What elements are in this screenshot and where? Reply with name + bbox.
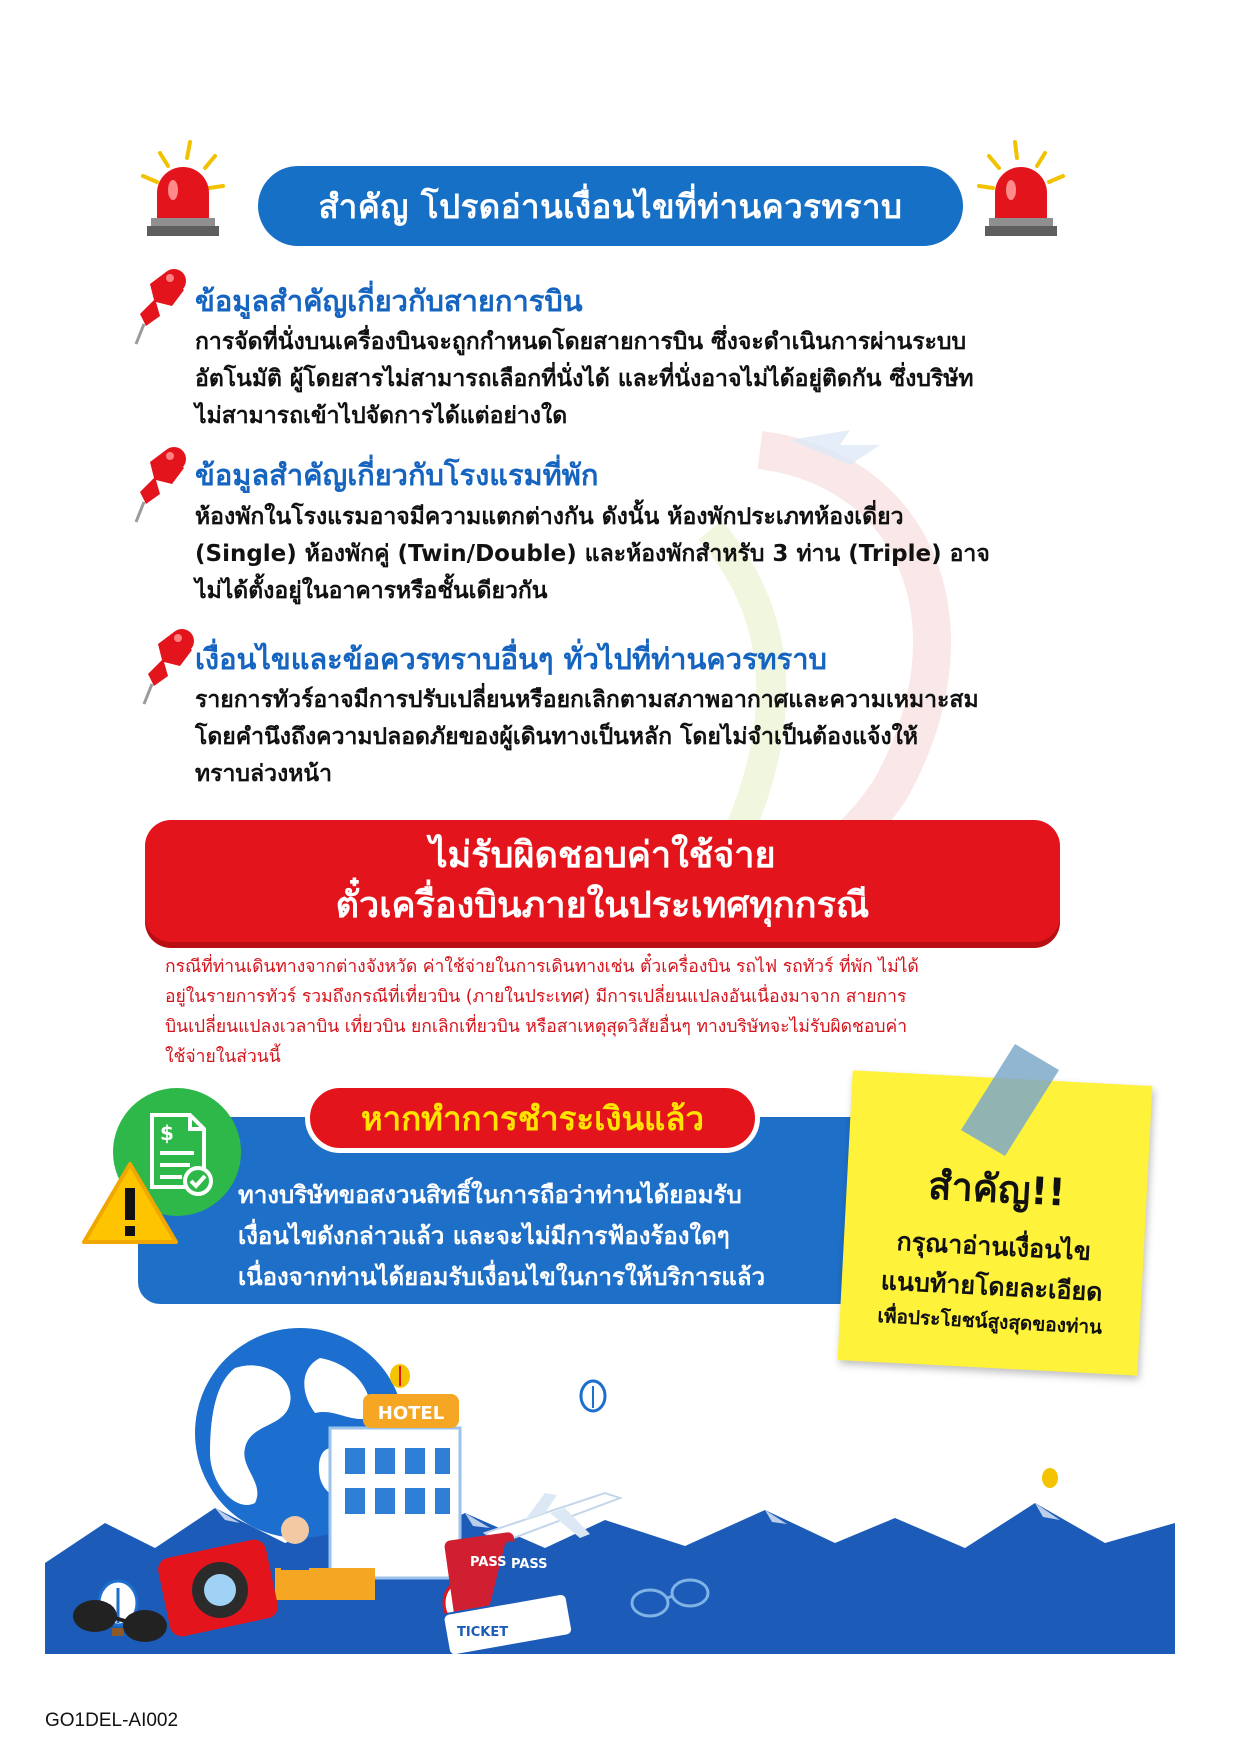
note-line: เพื่อประโยชน์สูงสุดของท่าน: [876, 1304, 1103, 1339]
warning-icon: [80, 1158, 180, 1248]
section-body-line: การจัดที่นั่งบนเครื่องบินจะถูกกำหนดโดยสายการบิน ซึ่งจะดำเนินการผ่านระบบ: [195, 329, 967, 355]
section-body-line: รายการทัวร์อาจมีการปรับเปลี่ยนหรือยกเลิกตามสภาพอากาศและความเหมาะสม: [195, 687, 979, 713]
document-code: GO1DEL-AI002: [45, 1710, 179, 1731]
svg-text:$: $: [160, 1121, 174, 1145]
hotel-sign: HOTEL: [377, 1403, 445, 1424]
balloon-icon: [581, 1381, 605, 1411]
pushpin-icon: [132, 444, 190, 524]
disclaimer-banner-line1: ไม่รับผิดชอบค่าใช้จ่าย: [429, 835, 776, 876]
pushpin-icon: [140, 626, 198, 706]
balloon-icon: [1042, 1468, 1058, 1488]
disclaimer-banner-line2: ตั๋วเครื่องบินภายในประเทศทุกกรณี: [335, 885, 870, 926]
siren-right-icon: [977, 138, 1067, 238]
passport-label: PASS: [511, 1557, 548, 1572]
header-title-banner: [258, 166, 963, 246]
header-title: สำคัญ โปรดอ่านเงื่อนไขที่ท่านควรทราบ: [318, 186, 903, 226]
travel-illustration: [45, 1298, 1175, 1654]
section-title-airline: ข้อมูลสำคัญเกี่ยวกับสายการบิน: [195, 284, 583, 318]
section-body-line: อัตโนมัติ ผู้โดยสารไม่สามารถเลือกที่นั่งได้ และที่นั่งอาจไม่ได้อยู่ติดกัน ซึ่งบริษัท: [195, 366, 974, 392]
section-body-line: ห้องพักในโรงแรมอาจมีความแตกต่างกัน ดังนั้น ห้องพักประเภทห้องเดี่ยว: [195, 504, 904, 530]
pushpin-icon: [132, 266, 190, 346]
siren-left-icon: [135, 138, 225, 238]
disclaimer-line: บินเปลี่ยนแปลงเวลาบิน เที่ยวบิน ยกเลิกเที่ยวบิน หรือสาเหตุสุดวิสัยอื่นๆ ทางบริษัทจะไม่รับผิดชอบค่า: [165, 1017, 908, 1037]
payment-line: ทางบริษัทขอสงวนสิทธิ์ในการถือว่าท่านได้ยอมรับ: [238, 1181, 742, 1209]
note-line: กรุณาอ่านเงื่อนไข: [895, 1226, 1092, 1267]
reception-desk: [275, 1568, 375, 1600]
section-body-line: ทราบล่วงหน้า: [195, 761, 333, 787]
disclaimer-banner: [145, 820, 1060, 942]
payment-line: เงื่อนไขดังกล่าวแล้ว และจะไม่มีการฟ้องร้องใดๆ: [238, 1222, 730, 1250]
disclaimer-line: กรณีที่ท่านเดินทางจากต่างจังหวัด ค่าใช้จ่ายในการเดินทางเช่น ตั๋วเครื่องบิน รถไฟ รถทัวร์ ที่พัก ไม่ได้: [165, 957, 919, 977]
section-body-line: ไม่สามารถเข้าไปจัดการได้แต่อย่างใด: [195, 403, 568, 429]
section-body-hotel: [195, 499, 1095, 610]
disclaimer-text: [165, 952, 1045, 1072]
section-body-conditions: [195, 682, 1095, 793]
tape-icon: [955, 1040, 1065, 1160]
payment-text: [238, 1175, 873, 1298]
note-line: แนบท้ายโดยละเอียด: [880, 1266, 1104, 1307]
section-body-airline: [195, 324, 1095, 435]
note-heading: สำคัญ!!: [927, 1163, 1067, 1215]
section-body-line: ไม่ได้ตั้งอยู่ในอาคารหรือชั้นเดียวกัน: [195, 578, 548, 604]
payment-line: เนื่องจากท่านได้ยอมรับเงื่อนไขในการให้บริการแล้ว: [238, 1263, 766, 1291]
balloon-icon: [390, 1364, 410, 1388]
section-body-line: (Single) ห้องพักคู่ (Twin/Double) และห้องพักสำหรับ 3 ท่าน (Triple) อาจ: [195, 541, 990, 567]
passport-label: PASS: [470, 1555, 507, 1570]
disclaimer-line: ใช้จ่ายในส่วนนี้: [165, 1047, 281, 1067]
ticket-label: TICKET: [457, 1625, 509, 1640]
section-title-conditions: เงื่อนไขและข้อควรทราบอื่นๆ ทั่วไปที่ท่านควรทราบ: [195, 642, 827, 676]
section-title-hotel: ข้อมูลสำคัญเกี่ยวกับโรงแรมที่พัก: [195, 458, 599, 492]
disclaimer-line: อยู่ในรายการทัวร์ รวมถึงกรณีที่เที่ยวบิน (ภายในประเทศ) มีการเปลี่ยนแปลงอันเนื่องมาจาก สายการ: [165, 987, 907, 1007]
payment-title: หากทำการชำระเงินแล้ว: [305, 1083, 760, 1153]
section-body-line: โดยคำนึงถึงความปลอดภัยของผู้เดินทางเป็นหลัก โดยไม่จำเป็นต้องแจ้งให้: [195, 724, 919, 750]
